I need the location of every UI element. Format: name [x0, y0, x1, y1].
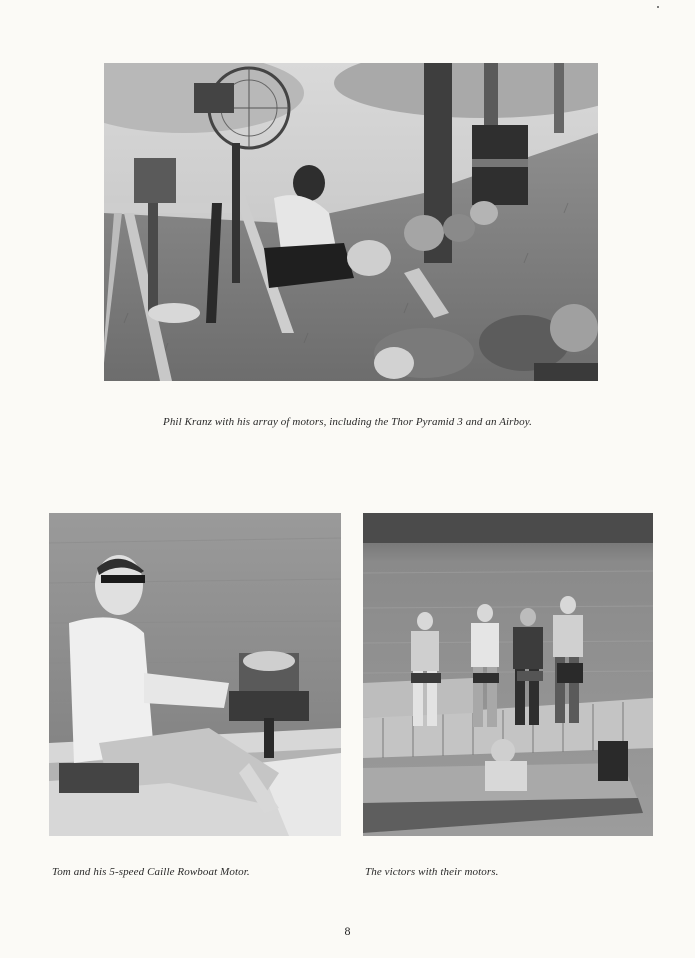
- page-number: 8: [344, 924, 351, 938]
- photo-tom-caille-rowboat-motor: [49, 513, 341, 836]
- caption-bottom-right-photo: The victors with their motors.: [365, 866, 499, 878]
- photo-illustration: [49, 513, 341, 836]
- print-speck: [657, 6, 659, 8]
- photo-illustration: [363, 513, 653, 836]
- photo-phil-kranz-motors: [104, 63, 598, 381]
- caption-bottom-left-photo: Tom and his 5-speed Caille Rowboat Motor.: [52, 866, 250, 878]
- photo-victors-with-motors: [363, 513, 653, 836]
- caption-top-photo: Phil Kranz with his array of motors, including the Thor Pyramid 3 and an Airboy.: [163, 416, 532, 428]
- photo-illustration: [104, 63, 598, 381]
